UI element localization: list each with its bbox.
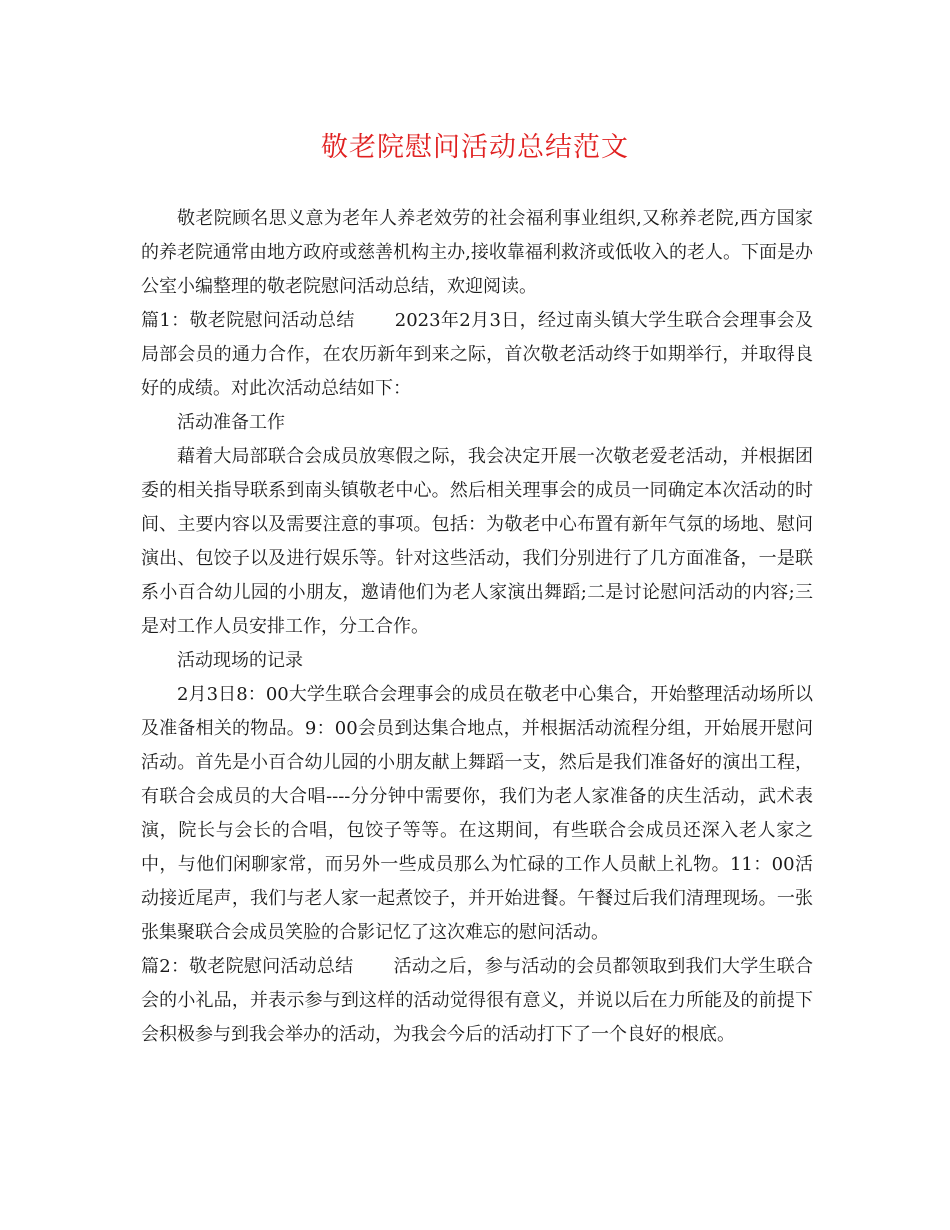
document-title: 敬老院慰问活动总结范文 (321, 132, 629, 163)
part1-paragraph (141, 304, 813, 406)
intro-paragraph: 敬老院顾名思义意为老年人养老效劳的社会福利事业组织,又称养老院,西方国家的养老院通常由地方政府或慈善机构主办,接收靠福利救济或低收入的老人。下面是办公室小编整理的敬老院慰问活动总结，欢迎阅读。 (141, 208, 813, 297)
part2-label: 篇2：敬老院慰问活动总结 (141, 956, 354, 977)
part2-paragraph (141, 950, 813, 1052)
heading-record: 活动现场的记录 (177, 650, 303, 671)
part1-label: 篇1：敬老院慰问活动总结 (141, 310, 355, 331)
part2-text: 活动之后，参与活动的会员都领取到我们大学生联合会的小礼品，并表示参与到这样的活动觉得很有意义，并说以后在力所能及的前提下会积极参与到我会举办的活动，为我会今后的活动打下了一个良好的根底。 (141, 956, 814, 1045)
record-paragraph: 2月3日8：00大学生联合会理事会的成员在敬老中心集合，开始整理活动场所以及准备相关的物品。9：00会员到达集合地点，并根据活动流程分组，开始展开慰问活动。首先是小百合幼儿园的小朋友献上舞蹈一支，然后是我们准备好的演出工程，有联合会成员的大合唱----分分钟中需要你，我们为老人家准备的庆生活动，武术表演，院长与会长的合唱，包饺子等等。在这期间，有些联合会成员还深入老人家之中，与他们闲聊家常，而另外一些成员那么为忙碌的工作人员献上礼物。11：00活动接近尾声，我们与老人家一起煮饺子，并开始进餐。午餐过后我们清理现场。一张张集聚联合会成员笑脸的合影记忆了这次难忘的慰问活动。 (141, 684, 813, 943)
preparation-paragraph: 藉着大局部联合会成员放寒假之际，我会决定开展一次敬老爱老活动，并根据团委的相关指导联系到南头镇敬老中心。然后相关理事会的成员一同确定本次活动的时间、主要内容以及需要注意的事项。包括：为敬老中心布置有新年气氛的场地、慰问演出、包饺子以及进行娱乐等。针对这些活动，我们分别进行了几方面准备，一是联系小百合幼儿园的小朋友，邀请他们为老人家演出舞蹈;二是讨论慰问活动的内容;三是对工作人员安排工作，分工合作。 (141, 446, 813, 637)
heading-preparation: 活动准备工作 (177, 412, 285, 433)
part1-text: 2023年2月3日，经过南头镇大学生联合会理事会及局部会员的通力合作，在农历新年到来之际，首次敬老活动终于如期举行，并取得良好的成绩。对此次活动总结如下： (141, 310, 814, 399)
document-body (141, 202, 813, 1052)
